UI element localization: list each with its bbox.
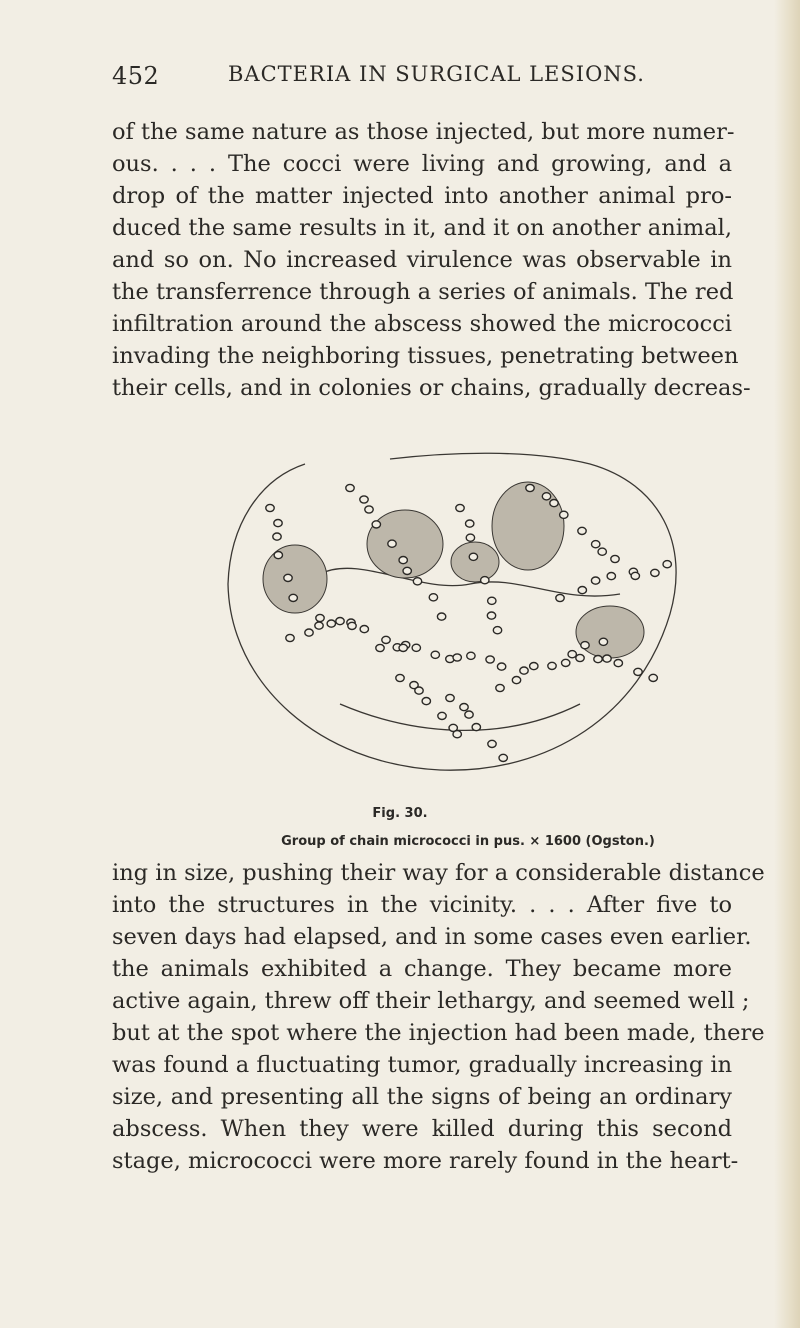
coccus <box>327 620 335 627</box>
paragraph-bottom <box>112 857 765 1177</box>
coccus <box>530 663 538 670</box>
coccus <box>316 614 324 621</box>
text-line: ing in size, pushing their way for a considerable distance <box>112 860 765 886</box>
coccus <box>512 677 520 684</box>
coccus <box>266 504 274 511</box>
text-line: ous. . . . The cocci were living and growing, and a <box>112 151 732 177</box>
coccus <box>336 618 344 625</box>
coccus <box>599 638 607 645</box>
paragraph-top <box>112 116 751 404</box>
micrococci-illustration <box>200 444 740 814</box>
coccus <box>305 629 313 636</box>
coccus <box>560 511 568 518</box>
figure-label: Fig. 30. <box>372 806 428 821</box>
text-line: the animals exhibited a change. They became more <box>112 956 732 982</box>
coccus <box>578 527 586 534</box>
coccus <box>465 711 473 718</box>
coccus <box>315 622 323 629</box>
coccus <box>422 698 430 705</box>
coccus <box>437 613 445 620</box>
coccus <box>286 634 294 641</box>
coccus <box>486 656 494 663</box>
text-line: the transferrence through a series of animals. The red <box>112 279 734 305</box>
coccus <box>396 674 404 681</box>
cell-cluster <box>492 482 564 570</box>
coccus <box>429 594 437 601</box>
coccus <box>438 712 446 719</box>
coccus <box>399 644 407 651</box>
coccus <box>488 597 496 604</box>
coccus <box>456 504 464 511</box>
coccus <box>403 567 411 574</box>
coccus <box>568 651 576 658</box>
page-edge-shadow <box>774 0 800 1328</box>
coccus <box>365 506 373 513</box>
coccus <box>598 548 606 555</box>
coccus <box>388 540 396 547</box>
coccus <box>360 496 368 503</box>
text-line: and so on. No increased virulence was observable in <box>112 247 732 273</box>
page-number: 452 <box>112 62 160 90</box>
text-line: duced the same results in it, and it on another animal, <box>112 215 733 241</box>
coccus <box>562 659 570 666</box>
coccus <box>481 577 489 584</box>
coccus <box>548 662 556 669</box>
coccus <box>520 667 528 674</box>
coccus <box>431 651 439 658</box>
coccus <box>469 553 477 560</box>
coccus <box>289 594 297 601</box>
coccus <box>472 724 480 731</box>
coccus <box>496 684 504 691</box>
coccus <box>376 644 384 651</box>
coccus <box>649 674 657 681</box>
coccus <box>603 655 611 662</box>
text-line: infiltration around the abscess showed the micrococci <box>112 311 732 337</box>
coccus <box>360 626 368 633</box>
text-line: seven days had elapsed, and in some cases even earlier. <box>112 924 752 950</box>
text-line: into the structures in the vicinity. . . . After five to <box>112 892 732 918</box>
coccus <box>284 574 292 581</box>
coccus <box>412 644 420 651</box>
text-line: active again, threw off their lethargy, and seemed well ; <box>112 988 750 1014</box>
text-line: size, and presenting all the signs of being an ordinary <box>112 1084 732 1110</box>
text-line: stage, micrococci were more rarely found in the heart- <box>112 1148 739 1174</box>
coccus <box>594 656 602 663</box>
coccus <box>578 587 586 594</box>
coccus <box>581 642 589 649</box>
coccus <box>453 731 461 738</box>
coccus <box>550 500 558 507</box>
coccus <box>487 612 495 619</box>
text-line: their cells, and in colonies or chains, gradually decreas- <box>112 375 751 401</box>
coccus <box>273 533 281 540</box>
coccus <box>611 555 619 562</box>
cell-cluster <box>263 545 327 613</box>
coccus <box>399 557 407 564</box>
coccus <box>497 663 505 670</box>
coccus <box>591 577 599 584</box>
coccus <box>634 668 642 675</box>
coccus <box>274 552 282 559</box>
coccus <box>453 654 461 661</box>
coccus <box>467 652 475 659</box>
coccus <box>346 484 354 491</box>
coccus <box>493 627 501 634</box>
figure-caption: Group of chain micrococci in pus. × 1600 (Ogston.) <box>281 834 655 849</box>
text-line: drop of the matter injected into another animal pro- <box>112 183 732 209</box>
coccus <box>446 694 454 701</box>
running-head: BACTERIA IN SURGICAL LESIONS. <box>228 62 645 86</box>
coccus <box>576 654 584 661</box>
cell-cluster <box>576 606 644 658</box>
coccus <box>526 484 534 491</box>
coccus <box>499 754 507 761</box>
coccus <box>372 521 380 528</box>
text-line: of the same nature as those injected, but more numer- <box>112 119 735 145</box>
coccus <box>592 541 600 548</box>
coccus <box>488 740 496 747</box>
coccus <box>382 636 390 643</box>
coccus <box>614 660 622 667</box>
coccus <box>460 704 468 711</box>
coccus <box>466 534 474 541</box>
text-line: but at the spot where the injection had been made, there <box>112 1020 765 1046</box>
coccus <box>415 687 423 694</box>
coccus <box>651 569 659 576</box>
coccus <box>631 572 639 579</box>
coccus <box>413 578 421 585</box>
text-line: invading the neighboring tissues, penetrating between <box>112 343 739 369</box>
coccus <box>542 493 550 500</box>
coccus <box>274 520 282 527</box>
text-line: was found a fluctuating tumor, gradually increasing in <box>112 1052 733 1078</box>
text-line: abscess. When they were killed during this second <box>112 1116 732 1142</box>
coccus <box>556 594 564 601</box>
cell-cluster <box>451 542 499 582</box>
coccus <box>466 520 474 527</box>
coccus <box>348 622 356 629</box>
coccus <box>607 573 615 580</box>
coccus <box>663 561 671 568</box>
